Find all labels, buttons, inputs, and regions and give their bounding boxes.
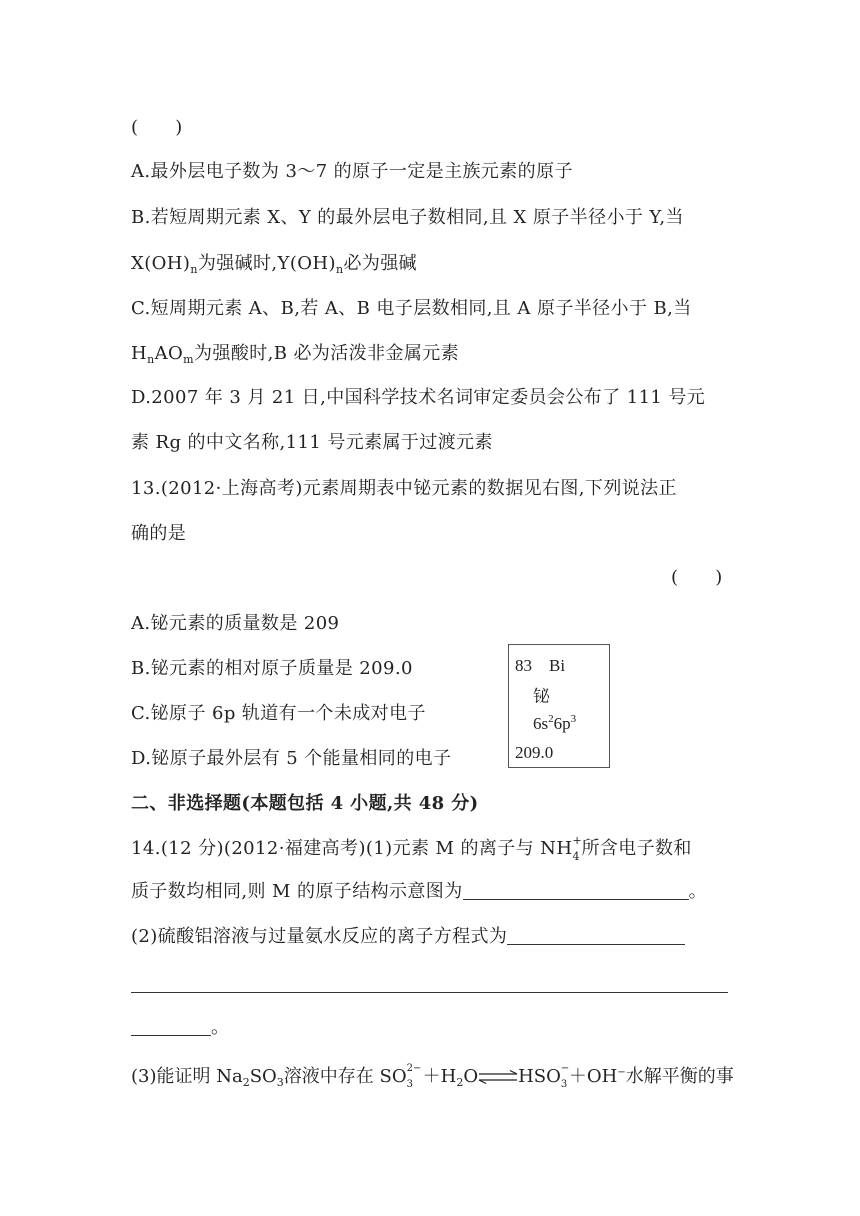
electron-config	[533, 713, 576, 734]
q13-option-d: D.铋原子最外层有 5 个能量相同的电子	[131, 748, 452, 769]
subscript: 2	[456, 1076, 464, 1089]
subscript: 3	[560, 1079, 568, 1090]
text-fragment: 。	[688, 881, 708, 902]
q13-answer-paren: ( )	[671, 567, 723, 588]
q12-option-b-line1: B.若短周期元素 X、Y 的最外层电子数相同,且 X 原子半径小于 Y,当	[131, 207, 684, 228]
q13-stem-line2: 确的是	[131, 523, 187, 544]
answer-blank-line[interactable]	[131, 992, 728, 993]
q12-option-d-line2: 素 Rg 的中文名称,111 号元素属于过渡元素	[131, 432, 493, 453]
q12-answer-paren: ( )	[131, 117, 183, 138]
text-fragment: H	[556, 838, 573, 859]
subscript: n	[335, 263, 344, 276]
subscript: m	[183, 353, 195, 366]
text-fragment: 质子数均相同,则 M 的原子结构示意图为	[131, 881, 463, 902]
text-fragment: 。	[211, 1017, 230, 1038]
text-fragment: (2)硫酸铝溶液与过量氨水反应的离子方程式为	[131, 926, 508, 947]
answer-blank[interactable]	[131, 1017, 211, 1036]
element-number-symbol: 83 Bi	[515, 656, 566, 675]
answer-blank[interactable]	[507, 926, 685, 945]
q13-option-c: C.铋原子 6p 轨道有一个未成对电子	[131, 703, 426, 724]
superscript: −	[560, 1063, 570, 1074]
q12-option-b-line2	[131, 252, 417, 282]
text-fragment: ＋H	[422, 1066, 457, 1087]
text-fragment: 6s	[533, 714, 549, 733]
text-fragment: 为强酸时,B 必为活泼非金属元素	[194, 343, 460, 364]
q13-option-a: A.铋元素的质量数是 209	[131, 613, 340, 634]
text-fragment: HSO	[518, 1066, 561, 1087]
bismuth-element-card	[508, 644, 610, 768]
text-fragment: 溶液中存在 SO	[283, 1066, 407, 1087]
q12-option-d-line1: D.2007 年 3 月 21 日,中国科学技术名词审定委员会公布了 111 号元	[131, 387, 706, 408]
equilibrium-arrow-icon	[478, 1070, 518, 1084]
superscript: −	[617, 1067, 626, 1078]
q12-option-a: A.最外层电子数为 3～7 的原子一定是主族元素的原子	[131, 161, 573, 182]
text-fragment: (3)能证明 Na	[131, 1066, 243, 1087]
superscript: 2−	[406, 1063, 422, 1074]
text-fragment: 水解平衡的事	[625, 1066, 734, 1087]
ion-scripts	[406, 1063, 423, 1090]
element-name: 铋	[533, 687, 550, 707]
superscript: 2	[548, 713, 554, 725]
subscript: 2	[242, 1076, 250, 1089]
text-fragment: 14.(12 分)(2012·福建高考)(1)元素 M 的离子与 N	[131, 838, 557, 859]
q14-line3	[131, 925, 685, 949]
q12-option-c-line2	[131, 342, 459, 372]
ion-scripts	[572, 834, 583, 863]
text-fragment: ＋OH	[568, 1066, 618, 1087]
text-fragment: SO	[249, 1066, 277, 1087]
atomic-mass: 209.0	[515, 743, 554, 762]
subscript: 3	[276, 1076, 284, 1089]
superscript: +	[572, 834, 583, 847]
q14-line2	[131, 880, 707, 904]
subscript: n	[190, 263, 198, 276]
text-fragment: O	[463, 1066, 479, 1087]
q14-line5	[131, 1016, 229, 1040]
text-fragment: 6p	[553, 714, 571, 733]
answer-blank[interactable]	[463, 881, 689, 900]
text-fragment: 为强碱时,Y(OH)	[197, 253, 336, 274]
ion-scripts	[560, 1063, 570, 1090]
q12-option-c-line1: C.短周期元素 A、B,若 A、B 电子层数相同,且 A 原子半径小于 B,当	[131, 298, 692, 319]
q14-line6	[131, 1061, 734, 1095]
text-fragment: AO	[154, 343, 184, 364]
section-heading: 二、非选择题(本题包括 4 小题,共 48 分)	[131, 793, 479, 814]
superscript: 3	[570, 713, 577, 725]
text-fragment: 必为强碱	[343, 253, 418, 274]
text-fragment: H	[131, 343, 148, 364]
q13-stem-line1: 13.(2012·上海高考)元素周期表中铋元素的数据见右图,下列说法正	[131, 478, 677, 499]
q13-option-b: B.铋元素的相对原子质量是 209.0	[131, 658, 413, 679]
text-fragment: X(OH)	[131, 253, 191, 274]
text-fragment: 所含电子数和	[581, 838, 692, 859]
subscript: n	[147, 353, 155, 366]
q14-line1	[131, 836, 692, 861]
subscript: 4	[572, 850, 580, 863]
subscript: 3	[406, 1079, 413, 1090]
